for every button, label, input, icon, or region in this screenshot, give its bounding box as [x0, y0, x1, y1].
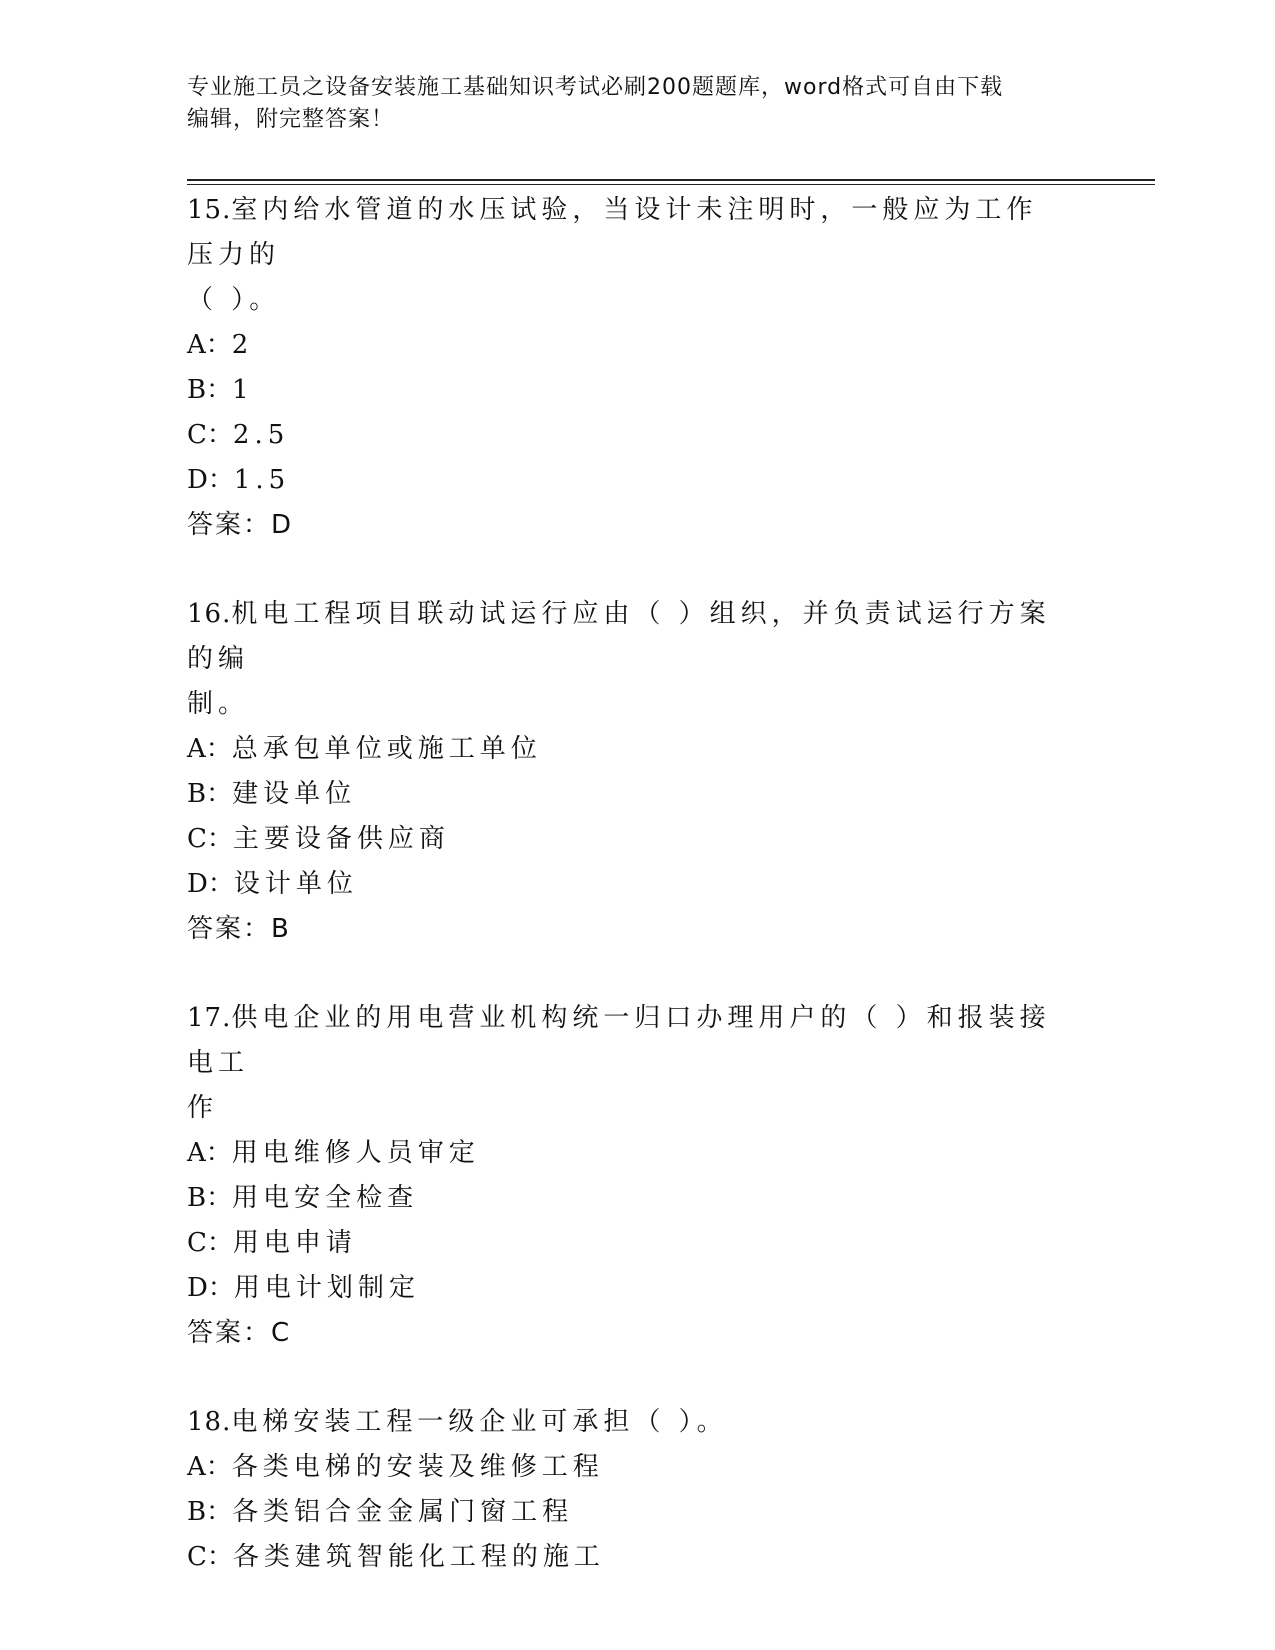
option-text: 主要设备供应商: [232, 824, 450, 854]
option-b: [187, 772, 1087, 817]
option-a: [187, 1131, 1087, 1176]
question-stem: [187, 592, 1067, 727]
option-c: [187, 1535, 1087, 1580]
option-letter: D：: [187, 465, 234, 495]
stem-line-2: 制。: [187, 689, 250, 719]
question-number: 15.: [187, 195, 232, 225]
option-text: 用电维修人员审定: [231, 1138, 480, 1168]
option-a: [187, 323, 1087, 368]
question-17: [187, 996, 1087, 1356]
header-rule-thick: [187, 179, 1155, 181]
option-d: [187, 458, 1087, 503]
stem-line-2: （ ）。: [187, 285, 281, 315]
option-letter: B：: [187, 1497, 233, 1527]
stem-line-2: 作: [187, 1093, 219, 1123]
option-text: 总承包单位或施工单位: [231, 734, 542, 764]
header-line-1: 专业施工员之设备安装施工基础知识考试必刷200题题库，word格式可自由下载: [187, 75, 1004, 100]
option-letter: A：: [187, 1452, 232, 1482]
option-text: 各类铝合金金属门窗工程: [232, 1497, 574, 1527]
option-text: 各类电梯的安装及维修工程: [231, 1452, 604, 1482]
option-letter: B：: [187, 779, 233, 809]
option-text: 用电申请: [232, 1228, 357, 1258]
option-c: [187, 817, 1087, 862]
stem-line-1: 室内给水管道的水压试验，当设计未注明时，一般应为工作压力的: [187, 195, 1038, 270]
question-18: [187, 1400, 1087, 1580]
option-d: [187, 1266, 1087, 1311]
option-c: [187, 413, 1087, 458]
question-stem: [187, 996, 1067, 1131]
option-b: [187, 1176, 1087, 1221]
option-c: [187, 1221, 1087, 1266]
header-line-2: 编辑，附完整答案！: [187, 107, 395, 132]
question-list: [187, 188, 1087, 1624]
answer-line: 答案：C: [187, 1318, 292, 1348]
option-letter: D：: [187, 869, 234, 899]
answer-line: 答案：D: [187, 510, 294, 540]
option-b: [187, 1490, 1087, 1535]
option-a: [187, 727, 1087, 772]
option-text: 1: [232, 375, 254, 405]
option-text: 1.5: [233, 465, 291, 495]
stem-line-1: 电梯安装工程一级企业可承担（ ）。: [231, 1407, 728, 1437]
option-a: [187, 1445, 1087, 1490]
option-text: 各类建筑智能化工程的施工: [232, 1542, 605, 1572]
option-letter: C：: [187, 1228, 233, 1258]
option-b: [187, 368, 1087, 413]
stem-line-1: 供电企业的用电营业机构统一归口办理用户的（ ）和报装接电工: [187, 1003, 1051, 1078]
option-letter: B：: [187, 375, 233, 405]
option-letter: B：: [187, 1183, 233, 1213]
option-letter: A：: [187, 1138, 232, 1168]
option-text: 2.5: [232, 420, 290, 450]
question-number: 16.: [187, 599, 232, 629]
option-letter: A：: [187, 734, 232, 764]
option-letter: D：: [187, 1273, 234, 1303]
question-number: 17.: [187, 1003, 232, 1033]
question-16: [187, 592, 1087, 952]
question-stem: [187, 188, 1067, 323]
option-letter: C：: [187, 1542, 233, 1572]
option-d: [187, 862, 1087, 907]
header-rule-thin: [187, 184, 1155, 185]
option-text: 用电计划制定: [233, 1273, 420, 1303]
option-letter: A：: [187, 330, 232, 360]
question-15: [187, 188, 1087, 548]
option-letter: C：: [187, 824, 233, 854]
option-letter: C：: [187, 420, 233, 450]
question-number: 18.: [187, 1407, 232, 1437]
answer-line: 答案：B: [187, 914, 291, 944]
option-text: 设计单位: [233, 869, 358, 899]
document-header: [187, 72, 1067, 136]
option-text: 建设单位: [232, 779, 357, 809]
question-stem: [187, 1400, 1067, 1445]
option-text: 2: [231, 330, 254, 360]
stem-line-1: 机电工程项目联动试运行应由（ ）组织，并负责试运行方案的编: [187, 599, 1051, 674]
option-text: 用电安全检查: [232, 1183, 419, 1213]
